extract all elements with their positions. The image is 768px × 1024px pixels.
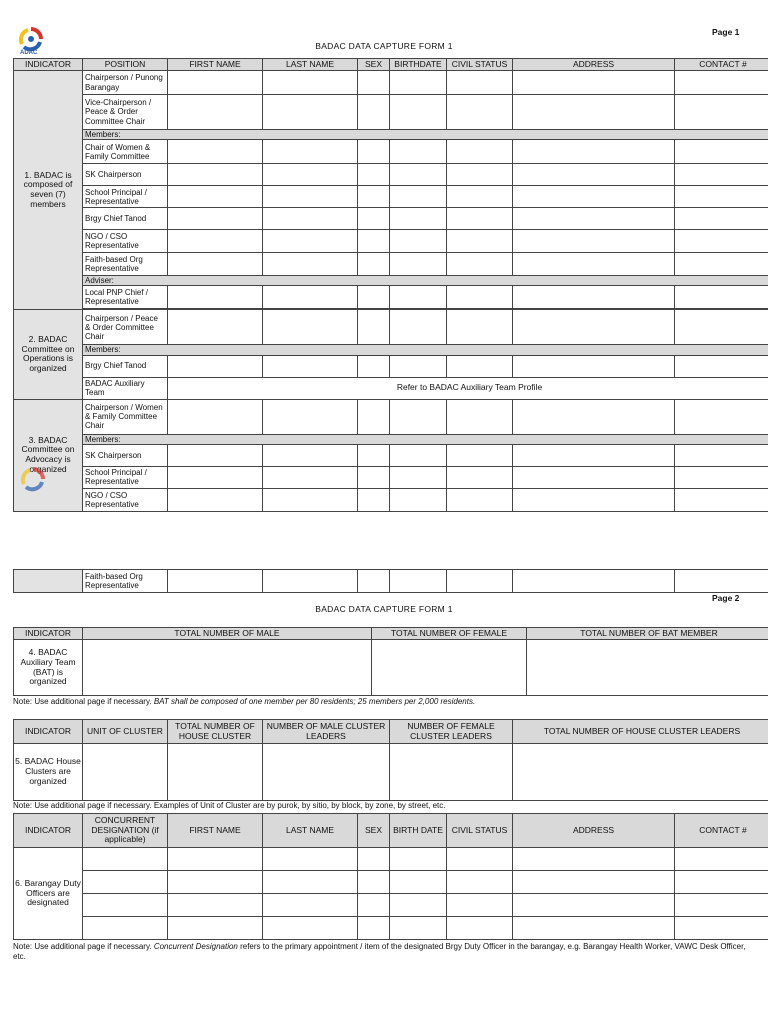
t6-header-concurrent-designation: CONCURRENT DESIGNATION (if applicable): [83, 814, 168, 848]
indicator-6: 6. Barangay Duty Officers are designated: [14, 848, 83, 940]
bat-table: [13, 627, 768, 696]
position-advocacy-faith: Faith-based Org Representative: [83, 570, 168, 593]
t5-header-indicator: INDICATOR: [14, 720, 83, 744]
badac-members-continuation: [13, 569, 768, 593]
col-header-sex: SEX: [358, 59, 390, 71]
logo-text: ADAC: [20, 50, 38, 56]
table-row: [14, 871, 768, 894]
position-ops-chief-tanod: Brgy Chief Tanod: [83, 355, 168, 377]
indicator-2: 2. BADAC Committee on Operations is organized: [14, 310, 83, 399]
table-row: [14, 164, 768, 186]
table-row: [14, 286, 768, 309]
table-row: [14, 917, 768, 940]
table-row: [14, 744, 768, 801]
table-row: [14, 894, 768, 917]
table-row: [14, 310, 768, 345]
table-row: [14, 208, 768, 230]
watermark-logo: [18, 466, 48, 498]
table-row: [14, 848, 768, 871]
table-row: [14, 488, 768, 511]
members-label: Members:: [83, 130, 768, 140]
t6-header-civil-status: CIVIL STATUS: [447, 814, 513, 848]
position-advocacy-chair: Chairperson / Women & Family Committee Chair: [83, 399, 168, 434]
table-row: [14, 130, 768, 140]
table-row: [14, 377, 768, 399]
house-cluster-table: [13, 719, 768, 801]
t5-header-total-leaders: TOTAL NUMBER OF HOUSE CLUSTER LEADERS: [513, 720, 768, 744]
col-header-last-name: LAST NAME: [263, 59, 358, 71]
col-header-first-name: FIRST NAME: [168, 59, 263, 71]
t6-header-contact: CONTACT #: [675, 814, 768, 848]
form-title-2: BADAC DATA CAPTURE FORM 1: [315, 604, 453, 614]
badac-watermark-icon: [18, 466, 48, 496]
duty-officers-table: [13, 813, 768, 940]
advocacy-members-label: Members:: [83, 434, 768, 444]
note-cluster: Note: Use additional page if necessary. Examples of Unit of Cluster are by purok, by sitio, by block, by zone, by street, etc.: [13, 801, 446, 810]
badac-members-table: [13, 58, 768, 512]
t5-header-unit: UNIT OF CLUSTER: [83, 720, 168, 744]
position-advocacy-sk: SK Chairperson: [83, 444, 168, 466]
indicator-4: 4. BADAC Auxiliary Team (BAT) is organized: [14, 640, 83, 696]
t4-header-male: TOTAL NUMBER OF MALE: [83, 628, 372, 640]
col-header-position: POSITION: [83, 59, 168, 71]
position-ops-chair: Chairperson / Peace & Order Committee Chair: [83, 310, 168, 345]
position-pnp-chief: Local PNP Chief / Representative: [83, 286, 168, 309]
ops-members-label: Members:: [83, 345, 768, 355]
table-row: [14, 71, 768, 95]
t6-header-sex: SEX: [358, 814, 390, 848]
t6-header-indicator: INDICATOR: [14, 814, 83, 848]
col-header-civil-status: CIVIL STATUS: [447, 59, 513, 71]
form-title: BADAC DATA CAPTURE FORM 1: [315, 41, 453, 51]
indicator-1: 1. BADAC is composed of seven (7) members: [14, 71, 83, 310]
table-row: [14, 253, 768, 276]
position-women-family: Chair of Women & Family Committee: [83, 140, 168, 164]
position-advocacy-principal: School Principal / Representative: [83, 466, 168, 488]
col-header-address: ADDRESS: [513, 59, 675, 71]
position-school-principal: School Principal / Representative: [83, 186, 168, 208]
auxiliary-profile-reference: Refer to BADAC Auxiliary Team Profile: [168, 377, 768, 399]
position-chairperson: Chairperson / Punong Barangay: [83, 71, 168, 95]
page-number: Page 1: [712, 27, 740, 37]
table-row: [14, 230, 768, 253]
t6-header-address: ADDRESS: [513, 814, 675, 848]
note-duty-officers: Note: Use additional page if necessary. Concurrent Designation refers to the primary appointment / item of the designated Brgy Duty Officer in the barangay, e.g. Barangay Health Worker, VAWC Desk Officer, etc.: [13, 942, 746, 961]
position-sk-chairperson: SK Chairperson: [83, 164, 168, 186]
table-row: [14, 345, 768, 355]
t6-header-first-name: FIRST NAME: [168, 814, 263, 848]
position-chief-tanod: Brgy Chief Tanod: [83, 208, 168, 230]
table-row: [14, 434, 768, 444]
table-row: [14, 186, 768, 208]
position-vice-chairperson: Vice-Chairperson / Peace & Order Committee Chair: [83, 95, 168, 130]
t4-header-female: TOTAL NUMBER OF FEMALE: [372, 628, 527, 640]
t4-header-bat-member: TOTAL NUMBER OF BAT MEMBER: [527, 628, 768, 640]
page-number-2: Page 2: [712, 593, 740, 603]
position-auxiliary-team: BADAC Auxiliary Team: [83, 377, 168, 399]
table-row: [14, 640, 768, 696]
table-row: [14, 276, 768, 286]
t5-header-male-leaders: NUMBER OF MALE CLUSTER LEADERS: [263, 720, 390, 744]
t5-header-total-house-cluster: TOTAL NUMBER OF HOUSE CLUSTER: [168, 720, 263, 744]
position-ngo-cso: NGO / CSO Representative: [83, 230, 168, 253]
note-bat: Note: Use additional page if necessary. BAT shall be composed of one member per 80 residents; 25 members per 2,000 residents.: [13, 697, 476, 706]
table-row: [14, 570, 768, 593]
table-row: [14, 355, 768, 377]
table-row: [14, 95, 768, 130]
t6-header-last-name: LAST NAME: [263, 814, 358, 848]
adviser-label: Adviser:: [83, 276, 768, 286]
indicator-3: 3. BADAC Committee on Advocacy is organized: [14, 399, 83, 511]
col-header-contact: CONTACT #: [675, 59, 768, 71]
t6-header-birth-date: BIRTH DATE: [390, 814, 447, 848]
t4-header-indicator: INDICATOR: [14, 628, 83, 640]
position-faith-based: Faith-based Org Representative: [83, 253, 168, 276]
col-header-birthdate: BIRTHDATE: [390, 59, 447, 71]
col-header-indicator: INDICATOR: [14, 59, 83, 71]
table-row: [14, 444, 768, 466]
position-advocacy-ngo: NGO / CSO Representative: [83, 488, 168, 511]
t5-header-female-leaders: NUMBER OF FEMALE CLUSTER LEADERS: [390, 720, 513, 744]
table-row: [14, 140, 768, 164]
table-row: [14, 399, 768, 434]
table-row: [14, 466, 768, 488]
indicator-5: 5. BADAC House Clusters are organized: [14, 744, 83, 801]
